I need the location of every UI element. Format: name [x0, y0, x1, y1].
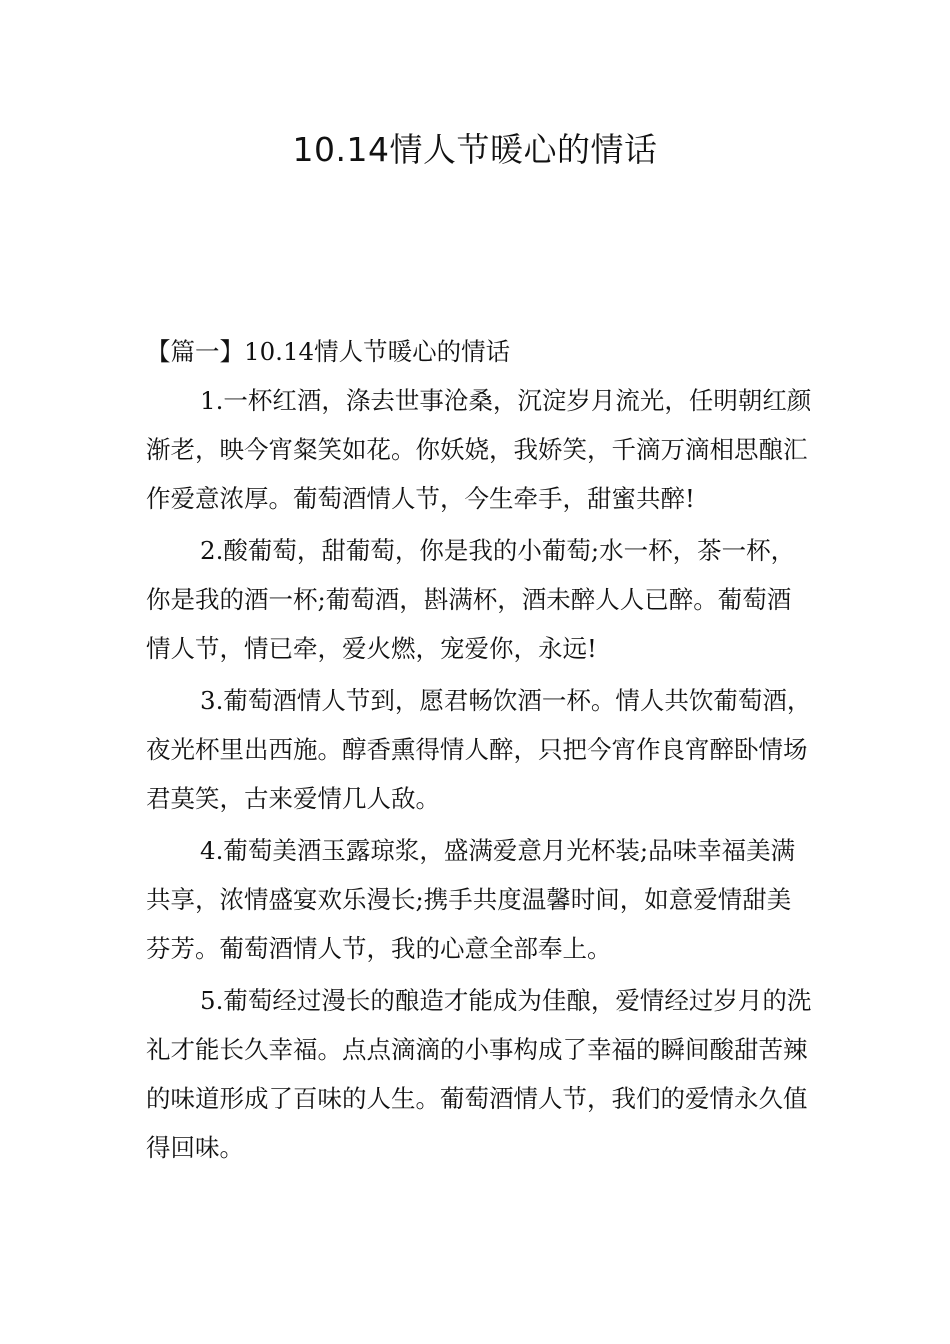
paragraph-3: 3.葡萄酒情人节到，愿君畅饮酒一杯。情人共饮葡萄酒，夜光杯里出西施。醇香熏得情人醉，只把今宵作良宵醉卧情场君莫笑，古来爱情几人敌。 — [146, 686, 812, 813]
document-title: 10.14情人节暖心的情话 — [292, 130, 658, 169]
section-heading: 【篇一】10.14情人节暖心的情话 — [146, 337, 511, 366]
paragraph-2: 2.酸葡萄，甜葡萄，你是我的小葡萄;水一杯，茶一杯，你是我的酒一杯;葡萄酒，斟满杯，酒未醉人人已醉。葡萄酒情人节，情已牵，爱火燃，宠爱你，永远! — [146, 536, 796, 663]
document-body — [146, 327, 814, 1175]
paragraph-5: 5.葡萄经过漫长的酿造才能成为佳酿，爱情经过岁月的洗礼才能长久幸福。点点滴滴的小事构成了幸福的瞬间酸甜苦辣的味道形成了百味的人生。葡萄酒情人节，我们的爱情永久值得回味。 — [146, 986, 812, 1162]
paragraph-1: 1.一杯红酒，涤去世事沧桑，沉淀岁月流光，任明朝红颜渐老，映今宵粲笑如花。你妖娆，我娇笑，千滴万滴相思酿汇作爱意浓厚。葡萄酒情人节，今生牵手，甜蜜共醉! — [146, 386, 812, 513]
paragraph-4: 4.葡萄美酒玉露琼浆，盛满爱意月光杯装;品味幸福美满共享，浓情盛宴欢乐漫长;携手共度温馨时间，如意爱情甜美芬芳。葡萄酒情人节，我的心意全部奉上。 — [146, 836, 796, 963]
